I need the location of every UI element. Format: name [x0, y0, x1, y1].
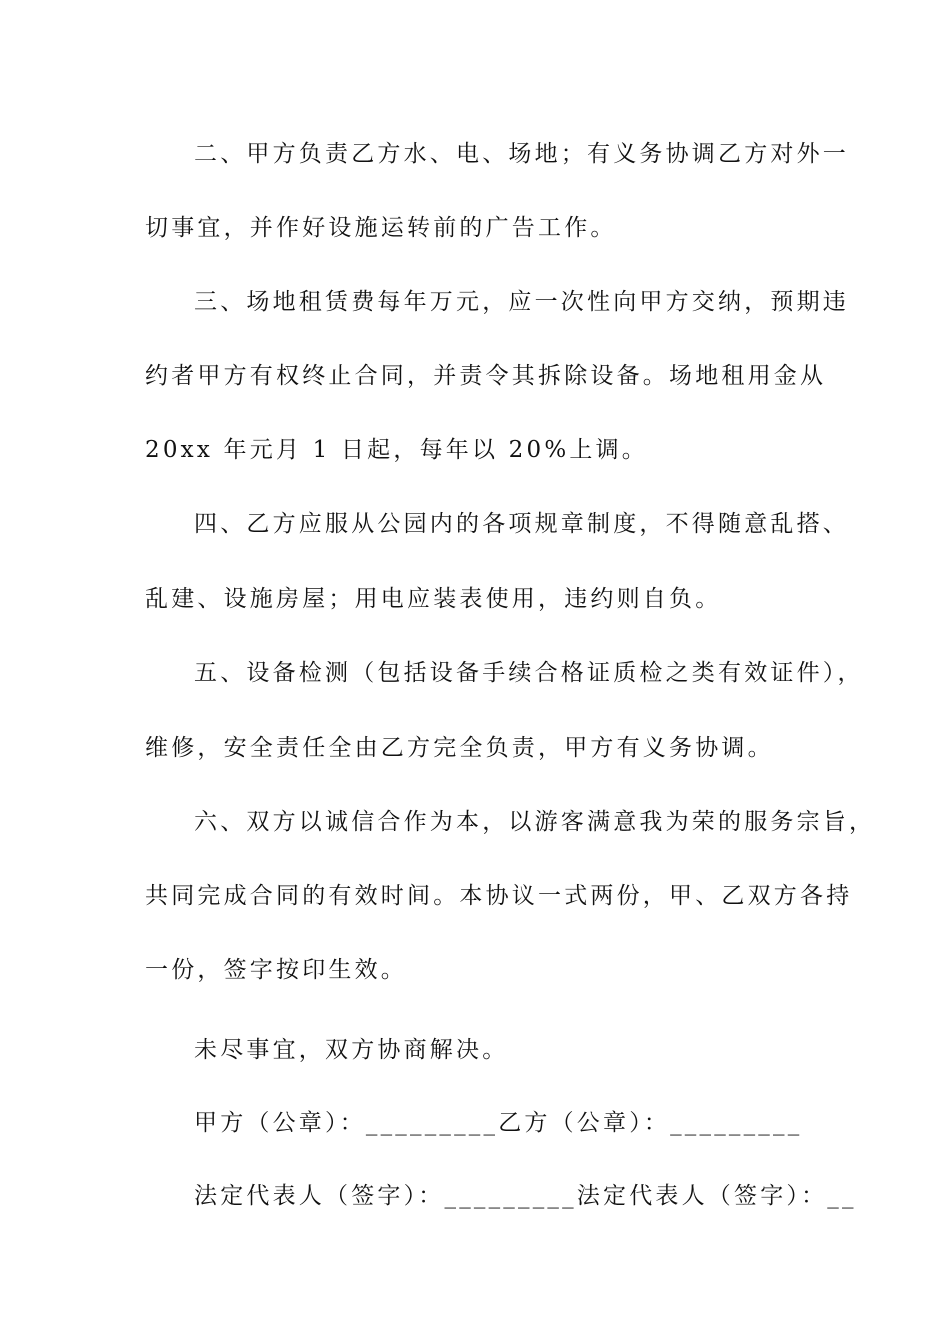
clause-6-line-2: 共同完成合同的有效时间。本协议一式两份，甲、乙双方各持 [145, 883, 853, 909]
clause-6-line-3: 一份，签字按印生效。 [145, 957, 407, 983]
clause-2-line-2: 切事宜，并作好设施运转前的广告工作。 [145, 215, 617, 241]
representative-signature-line: 法定代表人（签字）：_________法定代表人（签字）：__ [194, 1183, 857, 1209]
clause-2-line-1: 二、甲方负责乙方水、电、场地；有义务协调乙方对外一 [194, 141, 849, 167]
closing-note: 未尽事宜，双方协商解决。 [194, 1037, 509, 1063]
clause-5-line-1: 五、设备检测（包括设备手续合格证质检之类有效证件）， [194, 660, 864, 686]
clause-6-line-1: 六、双方以诚信合作为本，以游客满意我为荣的服务宗旨， [194, 809, 876, 835]
seal-signature-line: 甲方（公章）：_________乙方（公章）：_________ [194, 1110, 803, 1136]
clause-3-line-3: 20xx 年元月 1 日起，每年以 20%上调。 [145, 437, 649, 463]
clause-3-line-1: 三、场地租赁费每年万元，应一次性向甲方交纳，预期违 [194, 289, 849, 315]
clause-3-line-2: 约者甲方有权终止合同，并责令其拆除设备。场地租用金从 [145, 363, 827, 389]
clause-4-line-1: 四、乙方应服从公园内的各项规章制度，不得随意乱搭、 [194, 511, 849, 537]
clause-5-line-2: 维修，安全责任全由乙方完全负责，甲方有义务协调。 [145, 735, 774, 761]
clause-4-line-2: 乱建、设施房屋；用电应装表使用，违约则自负。 [145, 586, 722, 612]
